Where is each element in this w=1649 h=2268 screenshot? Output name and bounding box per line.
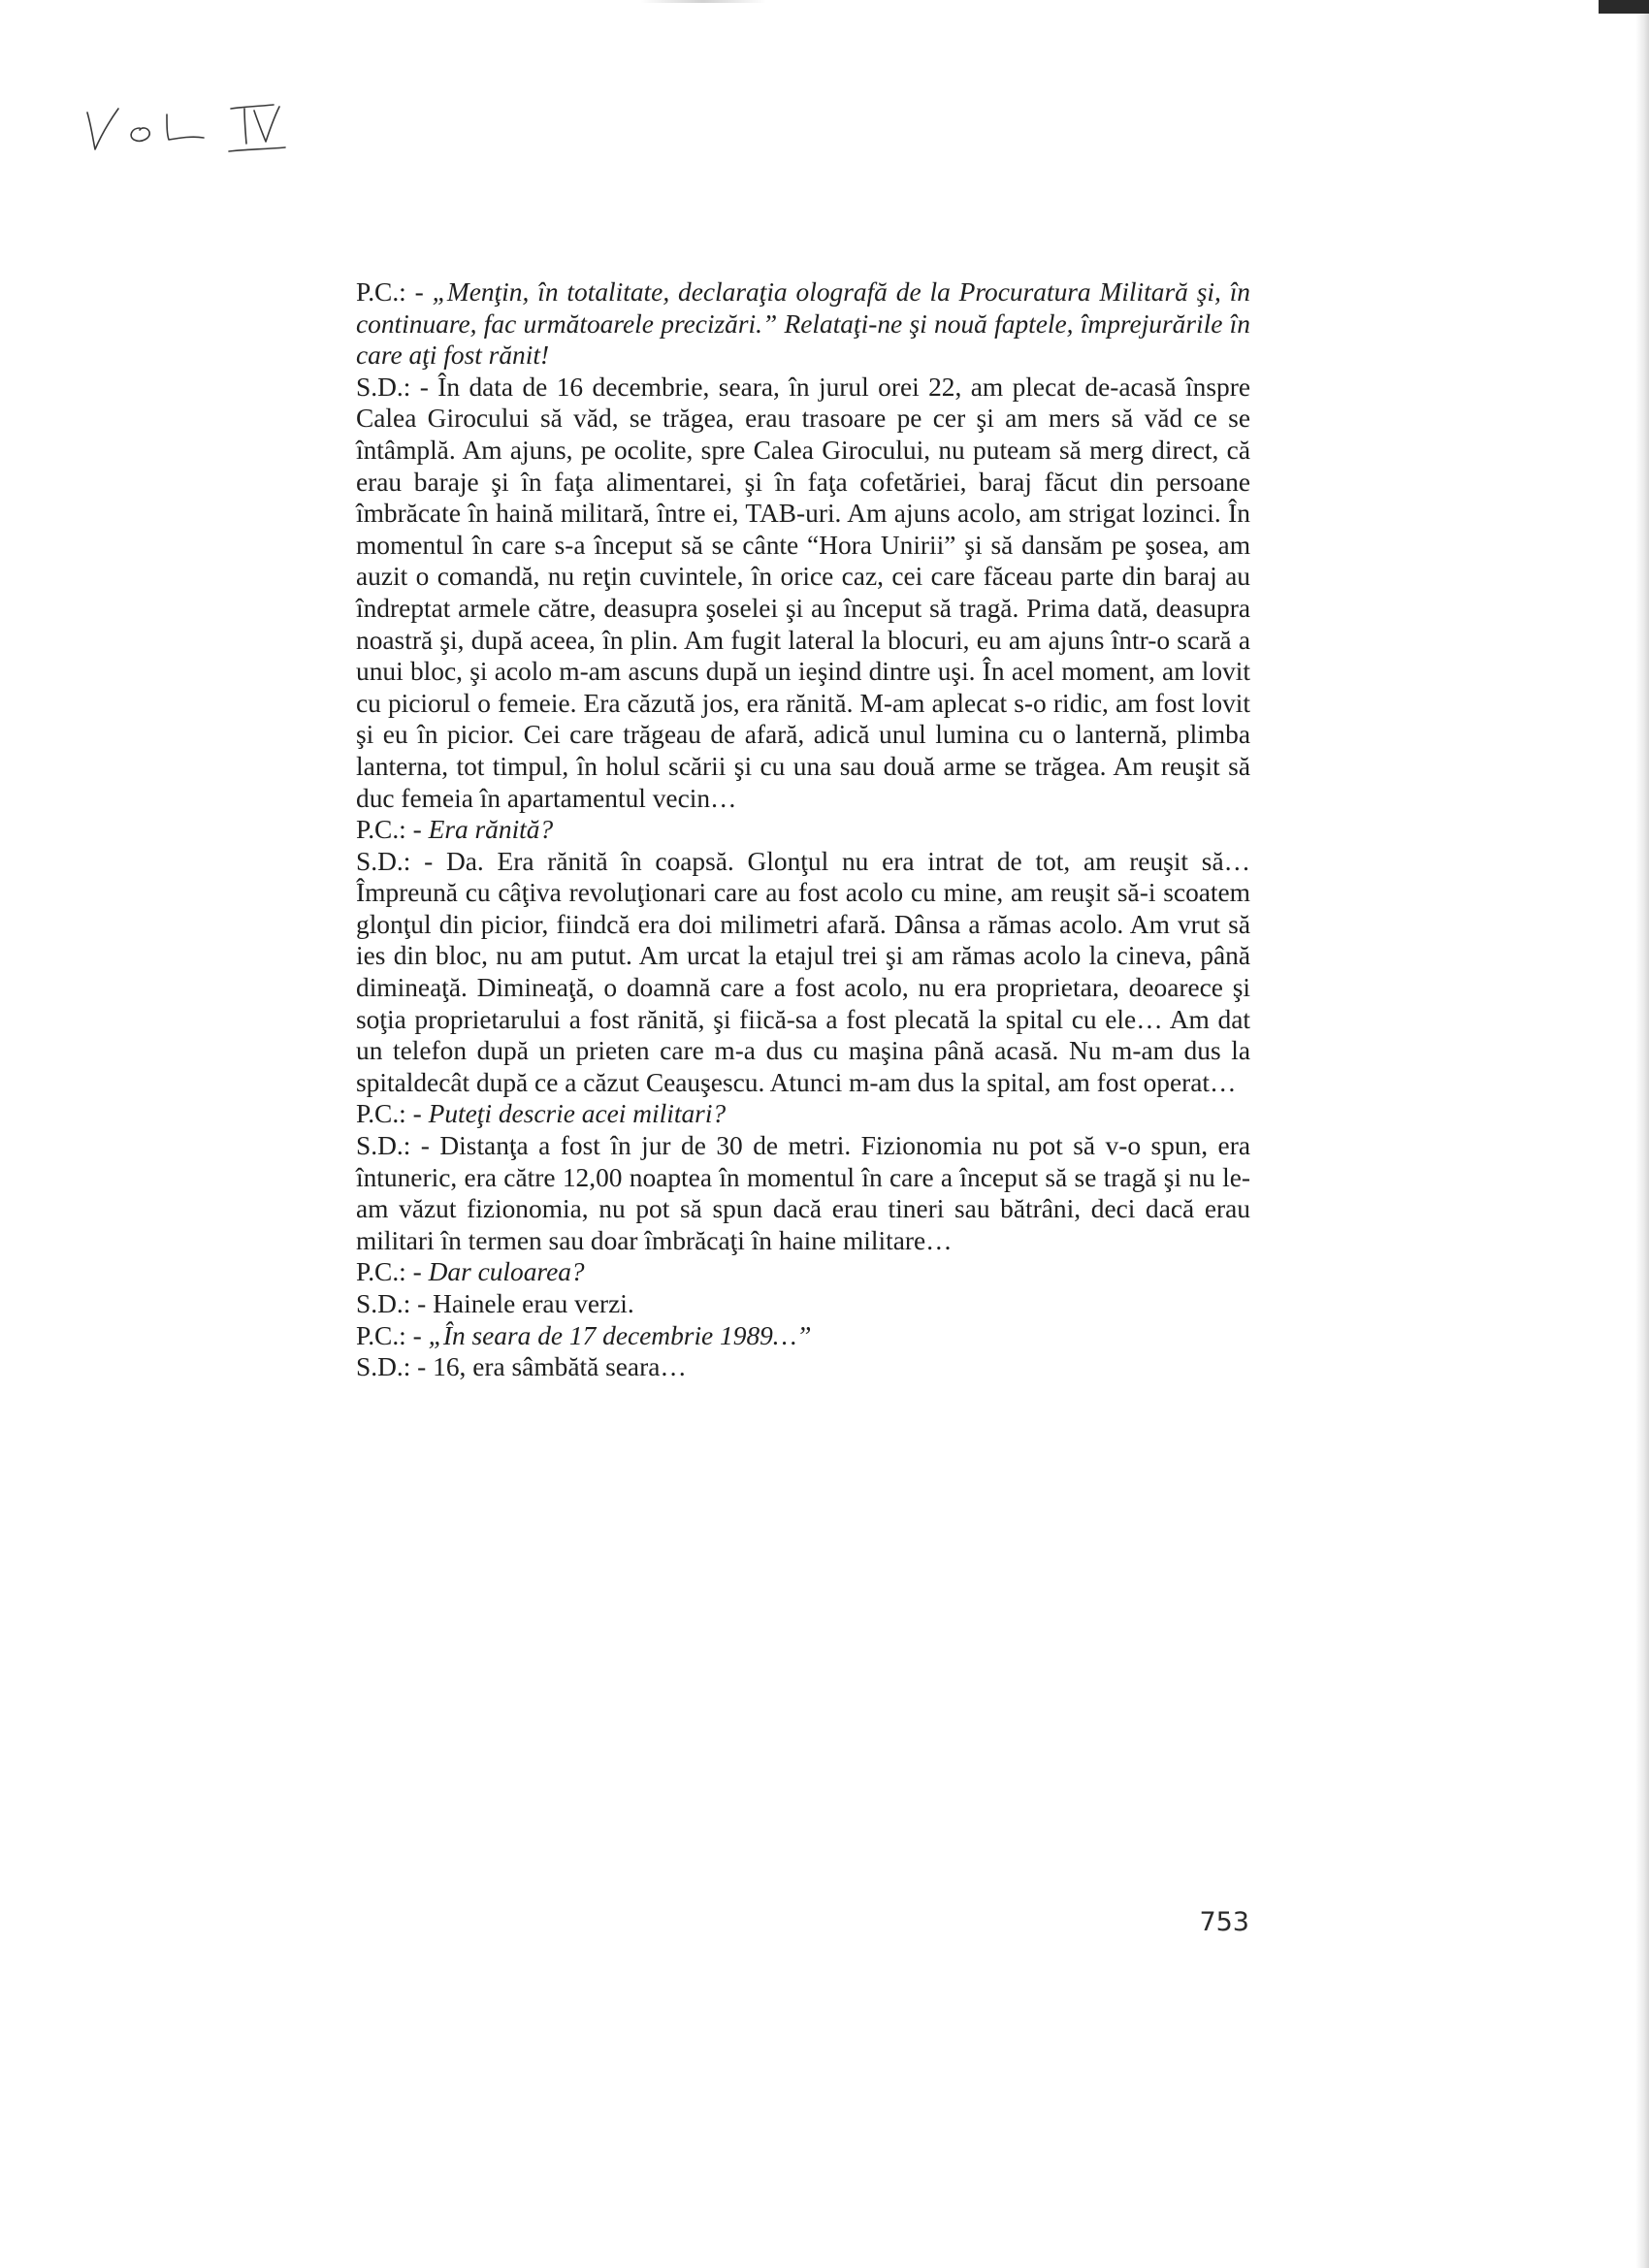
transcript-entry-answer bbox=[356, 1351, 1250, 1383]
entry-text: Distanţa a fost în jur de 30 de metri. Fizionomia nu pot să v-o spun, era întuneric, era către 12,00 noaptea în momentul în care a început să se tragă şi nu le-am văzut fizionomia, nu pot să spun dacă erau tineri sau bătrâni, deci dacă erau militari în termen sau doar îmbrăcaţi în haine militare… bbox=[356, 1131, 1250, 1255]
transcript-body bbox=[356, 276, 1250, 1383]
page-number: 753 bbox=[1199, 1907, 1249, 1937]
entry-text: Era rănită? bbox=[428, 815, 554, 845]
speaker-label: P.C.: - bbox=[356, 277, 433, 307]
handwritten-volume-mark bbox=[83, 93, 307, 161]
transcript-entry-question bbox=[356, 1098, 1250, 1130]
speaker-label: S.D.: - bbox=[356, 1289, 434, 1318]
entry-text: „Menţin, în totalitate, declaraţia olografă de la Procuratura Militară şi, în continuare, fac următoarele precizări.” Relataţi-ne şi nouă faptele, împrejurările în care aţi fost rănit! bbox=[356, 277, 1250, 371]
speaker-label: P.C.: - bbox=[356, 1320, 429, 1350]
speaker-label: S.D.: - bbox=[356, 1352, 434, 1382]
transcript-entry-answer bbox=[356, 846, 1250, 1099]
speaker-label: P.C.: - bbox=[356, 1099, 429, 1129]
transcript-entry-answer bbox=[356, 372, 1250, 814]
speaker-label: P.C.: - bbox=[356, 1257, 429, 1287]
entry-text: Hainele erau verzi. bbox=[433, 1289, 634, 1318]
transcript-entry-answer bbox=[356, 1288, 1250, 1320]
entry-text: „În seara de 17 decembrie 1989…” bbox=[428, 1320, 812, 1350]
entry-text: Puteţi descrie acei militari? bbox=[428, 1099, 727, 1129]
transcript-entry-question bbox=[356, 1320, 1250, 1352]
entry-text: Dar culoarea? bbox=[428, 1257, 585, 1287]
speaker-label: S.D.: - bbox=[356, 372, 438, 402]
scan-edge bbox=[1635, 0, 1649, 2268]
entry-text: 16, era sâmbătă seara… bbox=[433, 1352, 687, 1382]
transcript-entry-question bbox=[356, 1256, 1250, 1288]
transcript-entry-answer bbox=[356, 1130, 1250, 1256]
speaker-label: P.C.: - bbox=[356, 815, 429, 845]
transcript-entry-question bbox=[356, 276, 1250, 372]
scan-top-line bbox=[640, 0, 766, 3]
entry-text: Da. Era rănită în coapsă. Glonţul nu era intrat de tot, am reuşit să… Împreună cu câţiva revoluţionari care au fost acolo cu mine, am reuşit să-i scoatem glonţul din picior, fiindcă era doi milimetri afară. Dânsa a rămas acolo. Am vrut să ies din bloc, nu am putut. Am urcat la etajul trei şi am rămas acolo la cineva, până dimineaţă. Dimineaţă, o doamnă care a fost acolo, nu era proprietara, deoarece şi soţia proprietarului a fost rănită, şi fiică-sa a fost plecată la spital cu ele… Am dat un telefon după un prieten care m-a dus cu maşina până acasă. Nu m-am dus la spitaldecât după ce a căzut Ceauşescu. Atunci m-am dus la spital, am fost operat… bbox=[356, 846, 1251, 1097]
transcript-entry-question bbox=[356, 814, 1250, 846]
speaker-label: S.D.: - bbox=[356, 846, 446, 876]
scan-corner-mark bbox=[1599, 0, 1649, 14]
entry-text: În data de 16 decembrie, seara, în jurul orei 22, am plecat de-acasă înspre Calea Girocului să văd, se trăgea, erau trasoare pe cer şi am mers să văd ce se întâmplă. Am ajuns, pe ocolite, spre Calea Girocului, nu puteam să merg direct, că erau baraje şi în faţa alimentarei, şi în faţa cofetăriei, baraj făcut din persoane îmbrăcate în haină militară, între ei, TAB-uri. Am ajuns acolo, am strigat lozinci. În momentul în care s-a început să se cânte “Hora Unirii” şi să dansăm pe şosea, am auzit o comandă, nu reţin cuvintele, în orice caz, cei care făceau parte din baraj au îndreptat armele către, deasupra şoselei şi au început să tragă. Prima dată, deasupra noastră şi, după aceea, în plin. Am fugit lateral la blocuri, eu am ajuns într-o scară a unui bloc, şi acolo m-am ascuns după un ieşind dintre uşi. În acel moment, am lovit cu piciorul o femeie. Era căzută jos, era rănită. M-am aplecat s-o ridic, am fost lovit şi eu în picior. Cei care trăgeau de afară, adică unul lumina cu o lanternă, plimba lanterna, tot timpul, în holul scării şi cu una sau două arme se trăgea. Am reuşit să duc femeia în apartamentul vecin… bbox=[356, 372, 1250, 813]
speaker-label: S.D.: - bbox=[356, 1131, 440, 1161]
